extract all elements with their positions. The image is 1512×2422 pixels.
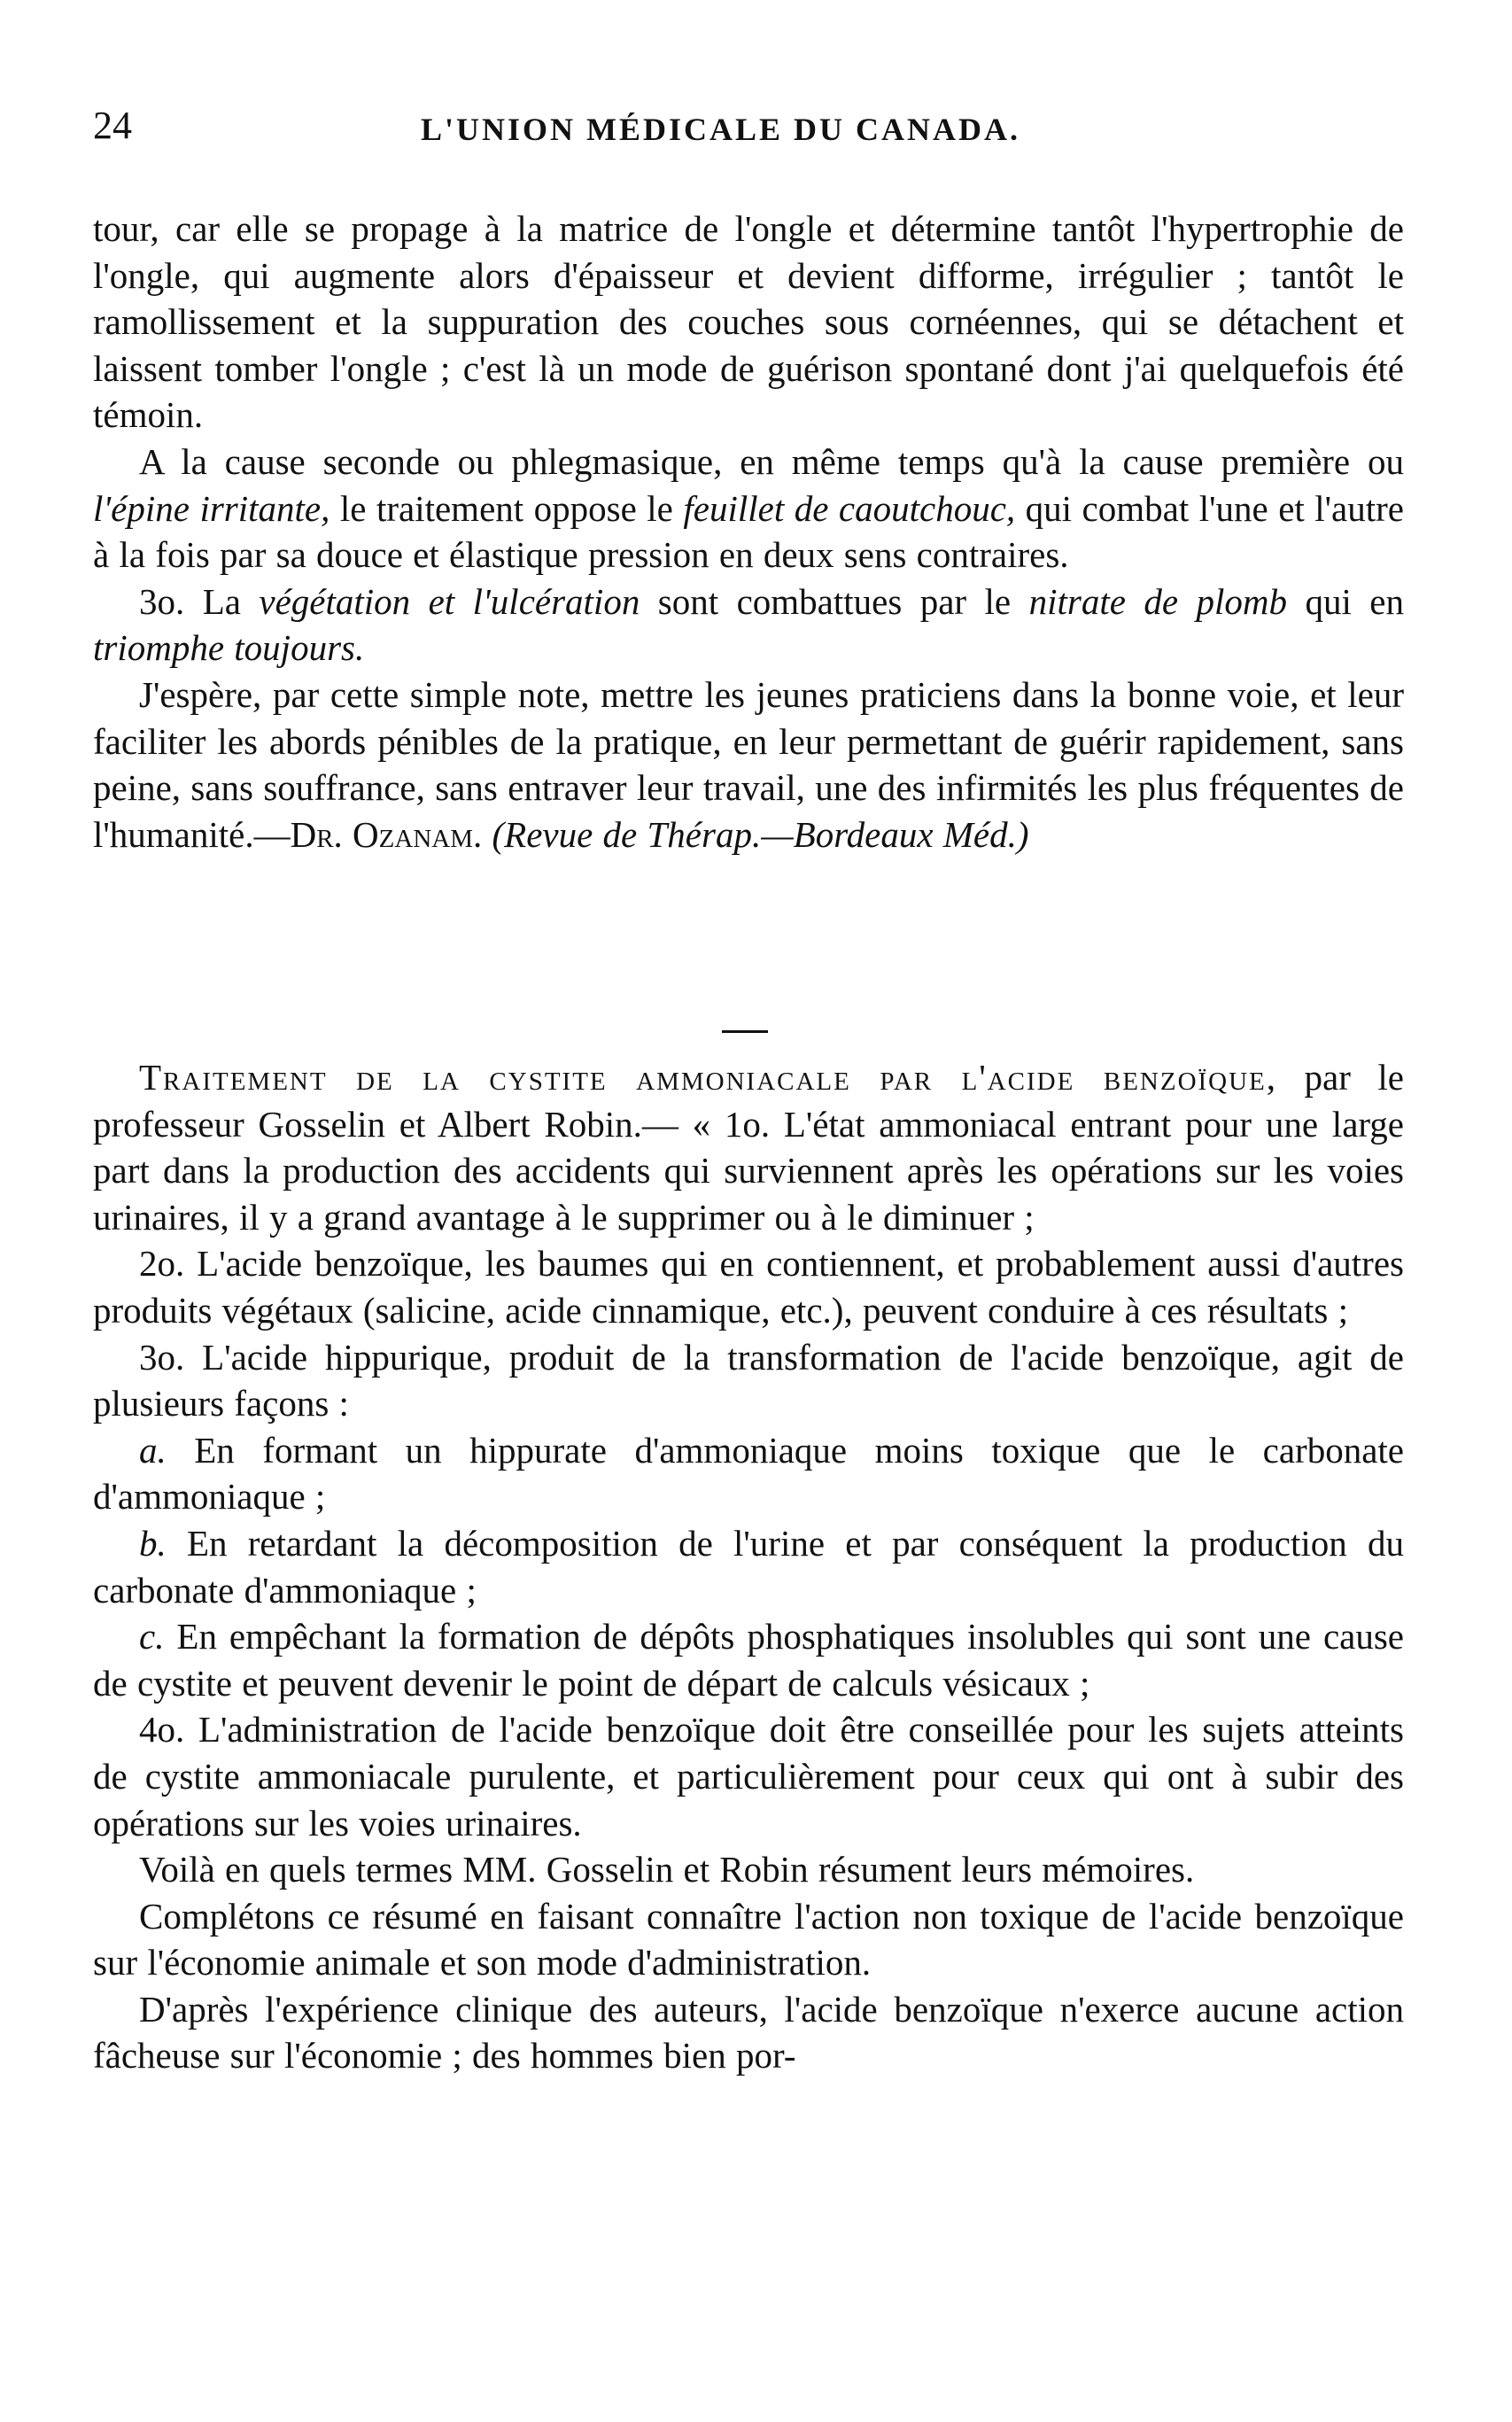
ozanam-paragraph-4 [93,671,1404,858]
text-run: qui en [1287,580,1404,622]
cystite-paragraph-2: 2o. L'acide benzoïque, les baumes qui en contiennent, et probablement aussi d'autres produits végétaux (salicine, acide cinnamique, etc.), peuvent conduire à ces résultats ; [93,1243,1404,1331]
ozanam-paragraph-1: tour, car elle se propage à la matrice de l'ongle et détermine tantôt l'hypertrophie de l'ongle, qui augmente alors d'épaisseur et devient difforme, irrégulier ; tantôt le ramollissement et la suppuration des couches sous cornéennes, qui se détachent et laissent tomber l'ongle ; c'est là un mode de guérison spontané dont j'ai quelquefois été témoin. [93,208,1404,436]
text-run: par le professeur Gosselin et Albert Robin.— « 1o. L'état ammoniacal entrant pour une large part dans la production des accidents qui surviennent après les opérations sur les voies urinaires, il y a grand avantage à le supprimer ou à le diminuer ; [93,1057,1404,1238]
list-letter: c. [139,1616,165,1657]
ozanam-paragraph-3 [93,578,1404,671]
cystite-article [93,1054,1404,2079]
italic-term: l'épine irritante, [93,487,330,529]
list-letter: a. [139,1429,167,1471]
text-run: En retardant la décomposition de l'urine et par conséquent la production du carbonate d'ammoniaque ; [93,1522,1404,1611]
italic-term: feuillet de caoutchouc, [683,487,1016,529]
text-run: le traitement oppose le [330,487,684,529]
text-run: qui combat l'une et l'autre à la fois par sa douce et élastique pression en deux sens contraires. [93,487,1404,576]
text-run: A la cause seconde ou phlegmasique, en même temps qu'à la cause première ou [139,440,1404,482]
italic-term: végétation et l'ulcération [259,580,640,622]
cystite-paragraph-5: Voilà en quels termes MM. Gosselin et Robin résument leurs mémoires. [139,1849,1195,1890]
cystite-paragraph-3: 3o. L'acide hippurique, produit de la transformation de l'acide benzoïque, agit de plusieurs façons : [93,1336,1404,1424]
article-title: Traitement de la cystite ammoniacale par l'acide benzoïque, [139,1057,1278,1098]
list-letter: b. [139,1522,167,1564]
source-citation: (Revue de Thérap.—Bordeaux Méd.) [482,813,1029,855]
author-name: Dr. Ozanam. [290,813,483,855]
text-run: J'espère, par cette simple note, mettre les jeunes praticiens dans la bonne voie, et leur faciliter les abords pénibles de la pratique, en leur permettant de guérir rapidement, sans peine, sans souffrance, sans entraver leur travail, une des infirmités les plus fréquentes de l'humanité.— [93,673,1404,855]
list-item-c [93,1613,1404,1706]
text-run: sont combattues par le [640,580,1029,622]
page-number: 24 [93,104,132,147]
list-item-a [93,1427,1404,1520]
ozanam-paragraph-2 [93,439,1404,578]
ozanam-article [93,206,1404,858]
text-run: 3o. La [139,580,260,622]
running-title: L'UNION MÉDICALE DU CANADA. [421,112,1021,147]
cystite-paragraph-4: 4o. L'administration de l'acide benzoïque doit être conseillée pour les sujets atteints de cystite ammoniacale purulente, et particulièrement pour ceux qui ont à subir des opérations sur les voies urinaires. [93,1709,1404,1844]
cystite-paragraph-7: D'après l'expérience clinique des auteurs, l'acide benzoïque n'exerce aucune action fâcheuse sur l'économie ; des hommes bien por- [93,1988,1404,2077]
page-header [93,99,1404,161]
text-run: En empêchant la formation de dépôts phosphatiques insolubles qui sont une cause de cystite et peuvent devenir le point de départ de calculs vésicaux ; [93,1616,1404,1704]
cystite-paragraph-6: Complétons ce résumé en faisant connaître l'action non toxique de l'acide benzoïque sur l'économie animale et son mode d'administration. [93,1895,1404,1983]
italic-term: triomphe toujours. [93,627,365,669]
article-separator [722,1030,768,1033]
text-run: En formant un hippurate d'ammoniaque moins toxique que le carbonate d'ammoniaque ; [93,1429,1404,1518]
italic-term: nitrate de plomb [1028,580,1287,622]
list-item-b [93,1520,1404,1613]
cystite-paragraph-1 [93,1054,1404,1240]
